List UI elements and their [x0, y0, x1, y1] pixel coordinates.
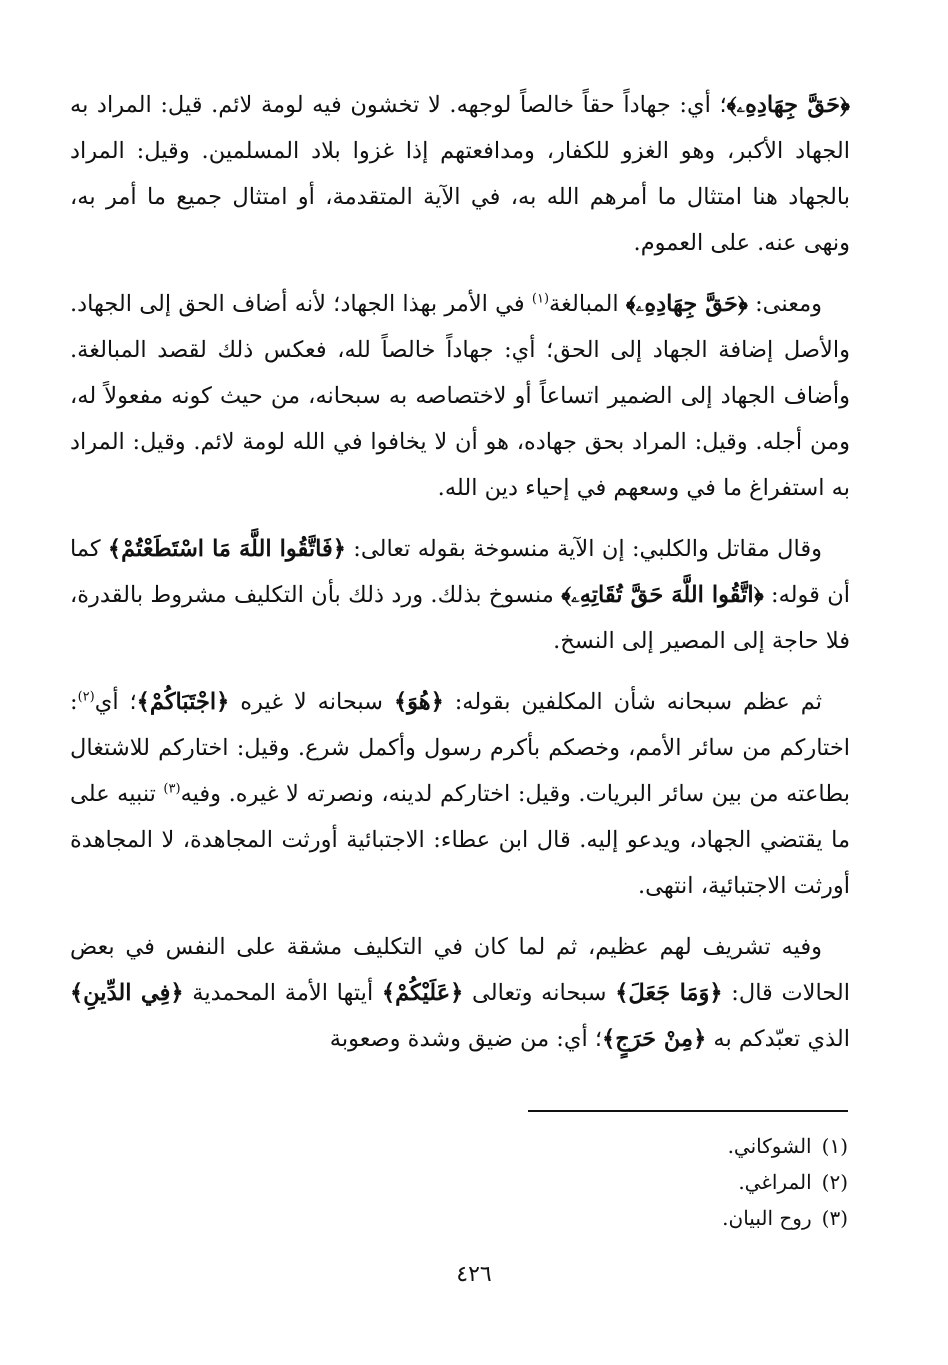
footnote	[518, 1200, 848, 1236]
page-number: ٤٢٦	[456, 1262, 492, 1287]
quran-quote: ﴿فَاتَّقُوا اللَّهَ مَا اسْتَطَعْتُمْ﴾	[107, 536, 346, 562]
paragraph-text: منسوخ بذلك. ورد ذلك بأن التكليف مشروط بالقدرة، فلا حاجة إلى المصير إلى النسخ.	[70, 582, 850, 654]
paragraph	[70, 924, 850, 1062]
paragraph-text: كما أن قوله:	[70, 536, 850, 608]
paragraph-text: أيتها الأمة المحمدية	[183, 980, 382, 1006]
footnote-divider	[528, 1110, 848, 1112]
quran-quote: ﴿عَلَيْكُمْ﴾	[381, 980, 464, 1006]
quran-quote: ﴿وَمَا جَعَلَ﴾	[615, 980, 723, 1006]
paragraph-text: المبالغة	[549, 291, 626, 317]
paragraph-text: ؛ أي: من ضيق وشدة وصعوبة	[329, 1026, 603, 1052]
quran-quote: ﴿هُوَ﴾	[393, 689, 444, 715]
footnotes	[518, 1128, 848, 1236]
paragraph	[70, 526, 850, 664]
footnote-text: المراغي.	[738, 1170, 812, 1194]
paragraph	[70, 679, 850, 909]
footnote-number: (١)	[821, 1134, 848, 1158]
paragraph-text: ومعنى:	[747, 291, 822, 317]
paragraph	[70, 281, 850, 511]
footnote-text: روح البيان.	[722, 1206, 812, 1230]
footnote	[518, 1164, 848, 1200]
quran-quote: ﴿اتَّقُوا اللَّهَ حَقَّ تُقَاتِهِۦ﴾	[561, 582, 764, 608]
paragraph-text: سبحانه وتعالى	[463, 980, 616, 1006]
footnote-ref: (٣)	[163, 781, 181, 797]
paragraph-text: : اختاركم من سائر الأمم، وخصكم بأكرم رسول وأكمل شرع. وقيل: اختاركم للاشتغال بطاعته من بين سائر البريات. وقيل: اختاركم لدينه، ونصرته لا غيره. وفيه	[70, 689, 850, 807]
page-body	[70, 82, 850, 1077]
footnote-ref: (٢)	[77, 689, 95, 705]
paragraph-text: ؛ أي: جهاداً حقاً خالصاً لوجهه. لا تخشون فيه لومة لائم. قيل: المراد به الجهاد الأكبر، وهو الغزو للكفار، ومدافعتهم إذا غزوا بلاد المسلمين. وقيل: المراد بالجهاد هنا امتثال ما أمرهم الله به، في الآية المتقدمة، أو امتثال جميع ما أمر به، ونهى عنه. على العموم.	[70, 92, 850, 256]
paragraph-text: ؛ أي	[94, 689, 137, 715]
quran-quote: ﴿حَقَّ جِهَادِهِۦ﴾	[625, 291, 748, 317]
paragraph-text: ثم عظم سبحانه شأن المكلفين بقوله:	[443, 689, 823, 715]
footnote-number: (٣)	[821, 1206, 848, 1230]
footnote-number: (٢)	[821, 1170, 848, 1194]
paragraph	[70, 82, 850, 266]
paragraph-text: وقال مقاتل والكلبي: إن الآية منسوخة بقوله تعالى:	[345, 536, 822, 562]
paragraph-text: الذي تعبّدكم به	[706, 1026, 850, 1052]
quran-quote: ﴿حَقَّ جِهَادِهِۦ﴾	[726, 92, 851, 118]
quran-quote: ﴿فِي الدِّينِ﴾	[70, 980, 184, 1006]
footnote-text: الشوكاني.	[727, 1134, 812, 1158]
paragraph-text: وفيه تشريف لهم عظيم، ثم لما كان في التكليف مشقة على النفس في بعض الحالات قال:	[70, 934, 851, 1006]
quran-quote: ﴿اجْتَبَاكُمْ﴾	[136, 689, 230, 715]
footnote	[518, 1128, 848, 1164]
paragraph-text: تنبيه على ما يقتضي الجهاد، ويدعو إليه. قال ابن عطاء: الاجتبائية أورثت المجاهدة، لا المجاهدة أورثت الاجتبائية، انتهى.	[70, 781, 850, 899]
footnote-ref: (١)	[531, 291, 550, 307]
quran-quote: ﴿مِنْ حَرَجٍ﴾	[602, 1026, 707, 1052]
paragraph-text: سبحانه لا غيره	[229, 689, 394, 715]
paragraph-text: في الأمر بهذا الجهاد؛ لأنه أضاف الحق إلى الجهاد. والأصل إضافة الجهاد إلى الحق؛ أي: جهاداً خالصاً لله، فعكس ذلك لقصد المبالغة. وأضاف الجهاد إلى الضمير اتساعاً أو لاختصاصه به سبحانه، من حيث كونه مفعولاً له، ومن أجله. وقيل: المراد بحق جهاده، هو أن لا يخافوا في الله لومة لائم. وقيل: المراد به استفراغ ما في وسعهم في إحياء دين الله.	[70, 291, 850, 501]
